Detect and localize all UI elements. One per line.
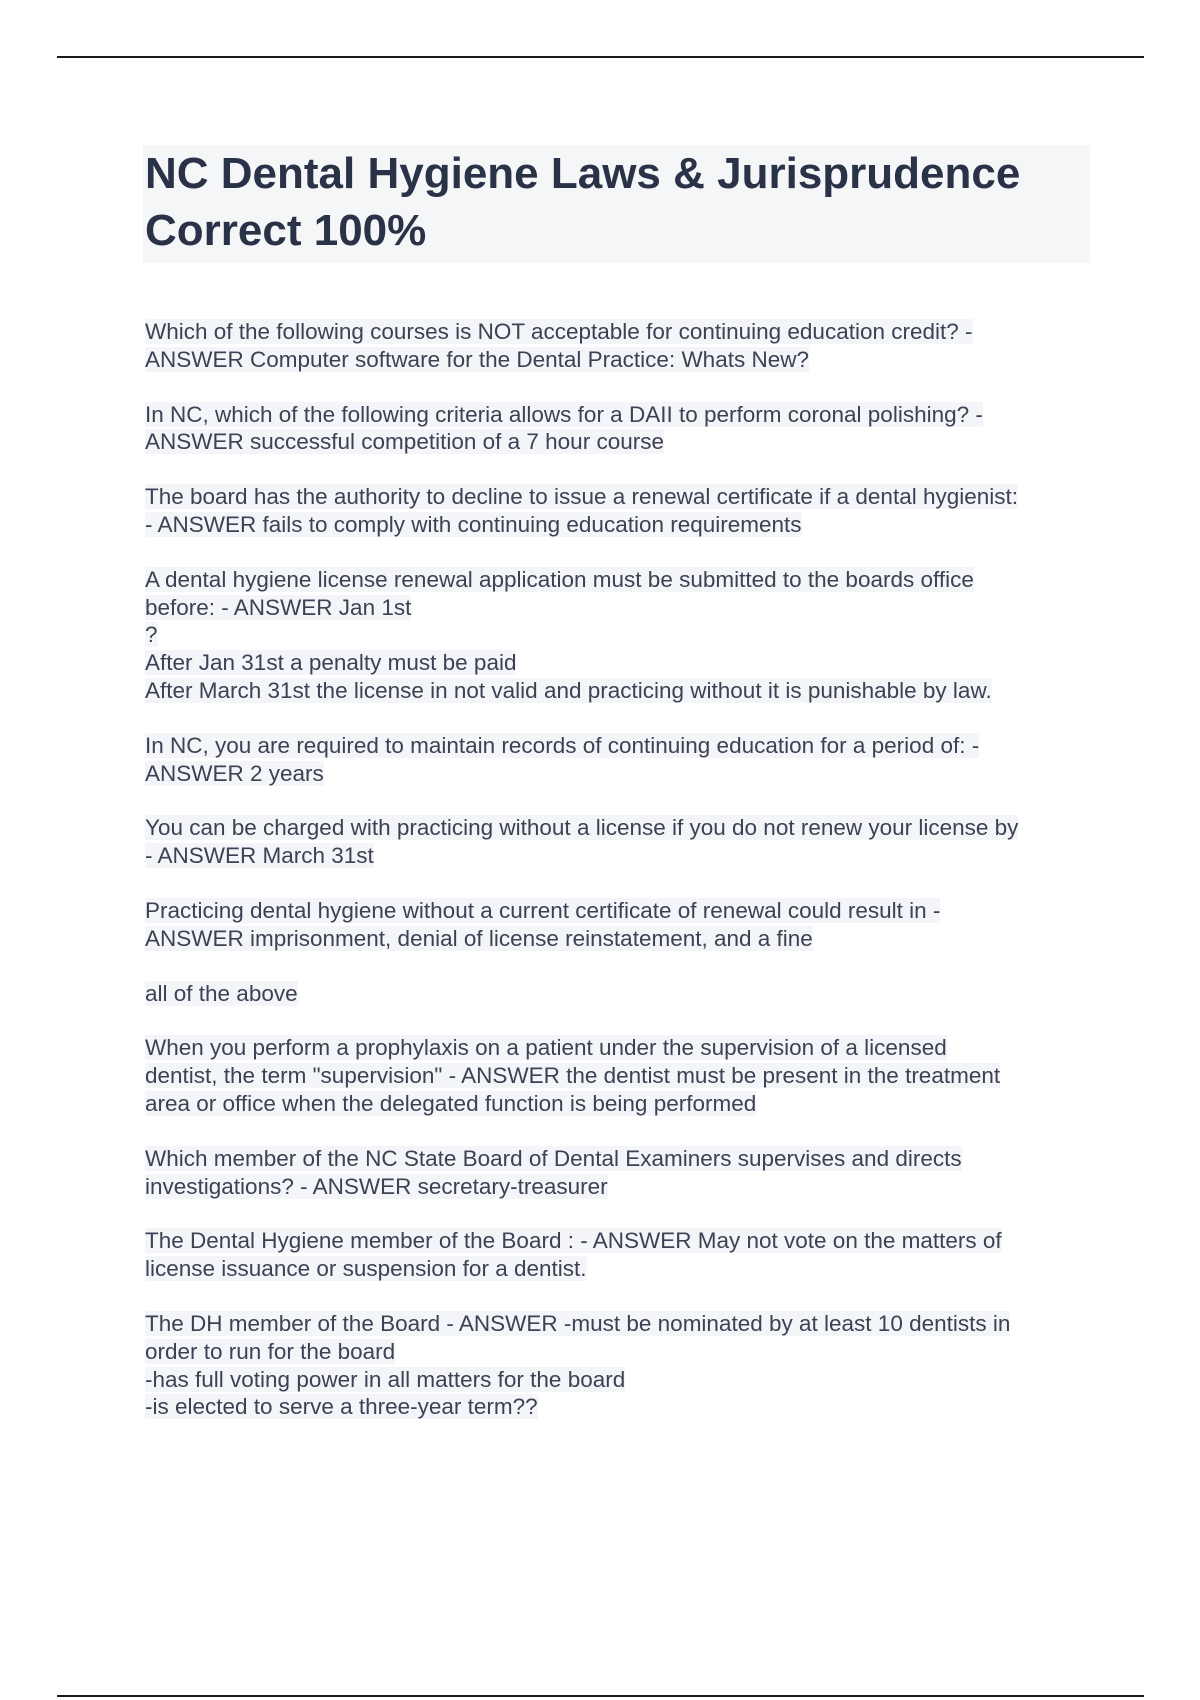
qa-entry-9: When you perform a prophylaxis on a patient under the supervision of a licensed dentist, the term "supervision" - ANSWER the dentist must be present in the treatment area or office when the delegated function is being performed bbox=[145, 1035, 1001, 1116]
qa-entry-3: The board has the authority to decline to issue a renewal certificate if a dental hygienist: - ANSWER fails to comply with continuing education requirements bbox=[145, 484, 1019, 537]
qa-entry-10: Which member of the NC State Board of Dental Examiners supervises and directs investigations? - ANSWER secretary-treasurer bbox=[145, 1145, 962, 1199]
qa-entry-11: The Dental Hygiene member of the Board : - ANSWER May not vote on the matters of license issuance or suspension for a dentist. bbox=[145, 1228, 1002, 1282]
qa-entry-8: all of the above bbox=[145, 980, 298, 1006]
page-title: NC Dental Hygiene Laws & Jurisprudence Correct 100% bbox=[145, 149, 1021, 255]
top-rule bbox=[57, 56, 1144, 58]
qa-entry-5: In NC, you are required to maintain records of continuing education for a period of: - ANSWER 2 years bbox=[145, 732, 980, 786]
document-body bbox=[145, 145, 1090, 1448]
qa-entry-2: In NC, which of the following criteria allows for a DAII to perform coronal polishing? - ANSWER successful competition of a 7 hour course bbox=[145, 401, 983, 455]
qa-entry-12: The DH member of the Board - ANSWER -must be nominated by at least 10 dentists in order to run for the board -has full voting power in all matters for the board -is elected to serve a three-year term?? bbox=[145, 1310, 1011, 1420]
qa-entry-6: You can be charged with practicing without a license if you do not renew your license by - ANSWER March 31st bbox=[145, 815, 1019, 869]
qa-entry-1: Which of the following courses is NOT acceptable for continuing education credit? - ANSWER Computer software for the Dental Practice: Whats New? bbox=[145, 319, 973, 372]
qa-entry-4: A dental hygiene license renewal application must be submitted to the boards office before: - ANSWER Jan 1st ? After Jan 31st a penalty must be paid After March 31st the license in not valid and practicing without it is punishable by law. bbox=[145, 566, 992, 703]
title-block bbox=[143, 145, 1090, 263]
qa-entry-7: Practicing dental hygiene without a current certificate of renewal could result in - ANSWER imprisonment, denial of license reinstatement, and a fine bbox=[145, 897, 941, 951]
qa-list bbox=[145, 318, 1090, 1421]
bottom-rule bbox=[57, 1695, 1144, 1697]
